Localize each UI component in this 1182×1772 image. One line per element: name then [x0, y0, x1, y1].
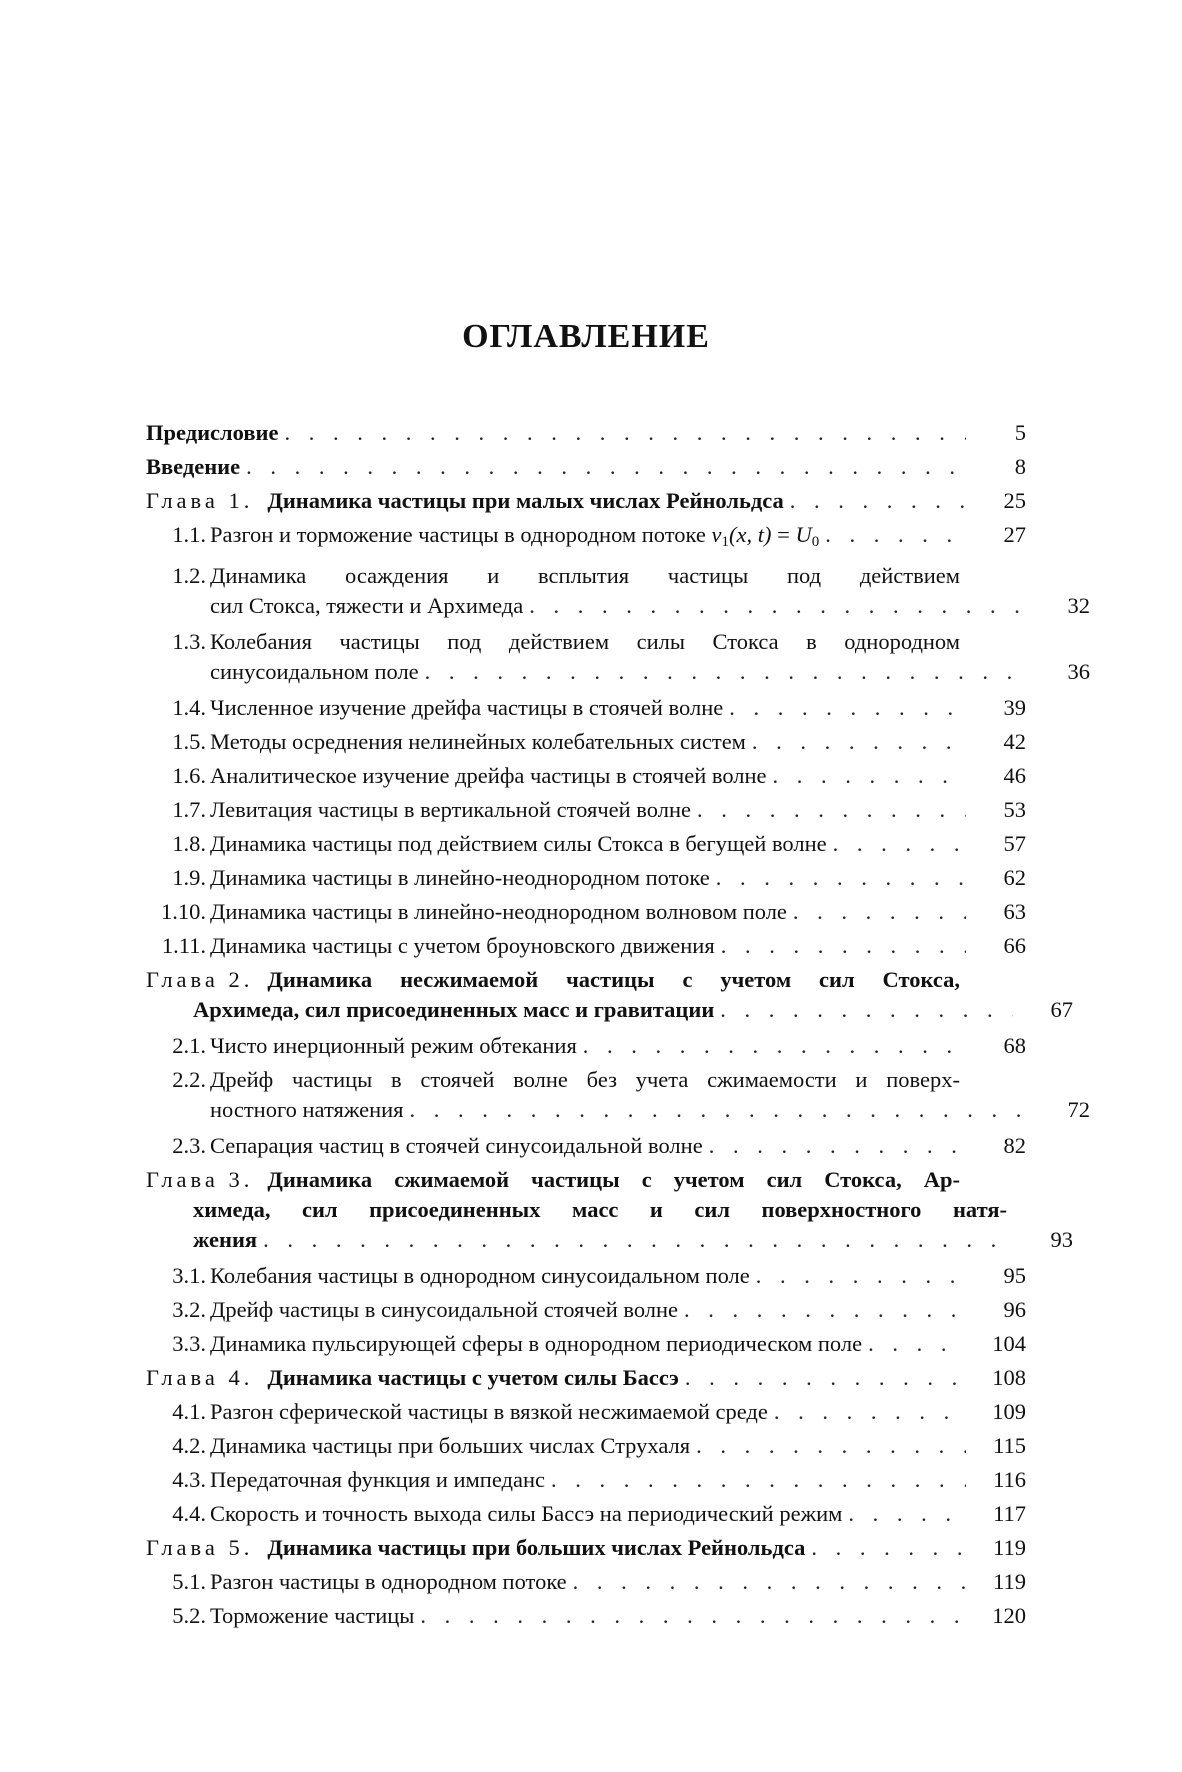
section-number: 2.2.: [172, 1067, 206, 1092]
chapter-title: Динамика частицы при малых числах Рейнольдса: [267, 488, 784, 513]
leader-dots: [420, 1601, 966, 1631]
chapter-title-line: жения: [193, 1227, 258, 1252]
leader-dots: [773, 761, 966, 791]
leader-dots: [848, 1499, 966, 1529]
chapter-title: Динамика частицы при больших числах Рейнольдса: [267, 1535, 806, 1560]
section-title: Колебания частицы в однородном синусоидальном поле: [210, 1263, 750, 1288]
section-title: Методы осреднения нелинейных колебательных систем: [210, 729, 746, 754]
section-number: 1.9.: [172, 865, 206, 890]
leader-dots: [774, 1397, 966, 1427]
page-number: 67: [1050, 997, 1073, 1022]
toc-section-1-7[interactable]: [146, 795, 1026, 825]
page-number: 72: [1067, 1097, 1090, 1122]
leader-dots: [716, 863, 966, 893]
table-of-contents: [146, 418, 1090, 1635]
chapter-label: Глава 5.: [146, 1535, 254, 1560]
section-title-line: сил Стокса, тяжести и Архимеда: [210, 593, 524, 618]
section-title-line: ностного натяжения: [210, 1097, 404, 1122]
chapter-title-line: химеда, сил присоединенных масс и сил поверхностного натя-: [193, 1197, 1007, 1222]
page-number: 82: [1003, 1133, 1026, 1158]
section-number: 3.3.: [172, 1331, 206, 1356]
section-title: Дрейф частицы в синусоидальной стоячей волне: [210, 1297, 679, 1322]
toc-section-1-4[interactable]: [146, 693, 1026, 723]
toc-section-1-11[interactable]: [146, 931, 1026, 961]
section-title: Динамика частицы при больших числах Струхаля: [210, 1433, 691, 1458]
leader-dots: [573, 1567, 966, 1597]
page-title: ОГЛАВЛЕНИЕ: [462, 318, 710, 355]
page-number: 32: [1067, 593, 1090, 618]
section-title-line: Колебания частицы под действием силы Стокса в однородном: [210, 629, 960, 654]
page-number: 95: [1003, 1263, 1026, 1288]
page-number: 119: [993, 1569, 1026, 1594]
page-number: 46: [1003, 763, 1026, 788]
page-number: 27: [1003, 522, 1026, 547]
page-number: 8: [1014, 454, 1026, 479]
toc-section-4-1[interactable]: [146, 1397, 1026, 1427]
toc-section-1-5[interactable]: [146, 727, 1026, 757]
section-number: 1.8.: [172, 831, 206, 856]
page-number: 5: [1014, 420, 1026, 445]
page-number: 57: [1003, 831, 1026, 856]
chapter-title-line: Динамика несжимаемой частицы с учетом сил Стокса,: [267, 967, 960, 992]
section-number: 1.10.: [161, 899, 206, 924]
section-title: Сепарация частиц в стоячей синусоидальной волне: [210, 1133, 703, 1158]
section-number: 3.2.: [172, 1297, 206, 1322]
section-number: 4.4.: [172, 1501, 206, 1526]
leader-dots: [529, 591, 1030, 621]
leader-dots: [685, 1363, 966, 1393]
page-number: 120: [992, 1603, 1026, 1628]
section-number: 1.3.: [172, 629, 206, 654]
page-number: 42: [1003, 729, 1026, 754]
leader-dots: [811, 1533, 966, 1563]
toc-chapter-4[interactable]: [146, 1363, 1026, 1393]
section-title: Численное изучение дрейфа частицы в стоячей волне: [210, 695, 724, 720]
chapter-title-line: Динамика сжимаемой частицы с учетом сил Стокса, Ар-: [267, 1167, 960, 1192]
section-title: Торможение частицы: [210, 1603, 415, 1628]
toc-chapter-5[interactable]: [146, 1533, 1026, 1563]
toc-chapter-1[interactable]: [146, 486, 1026, 516]
section-number: 1.4.: [172, 695, 206, 720]
leader-dots: [551, 1465, 966, 1495]
section-title: Разгон частицы в однородном потоке: [210, 1569, 567, 1594]
section-number: 5.2.: [172, 1603, 206, 1628]
toc-section-4-2[interactable]: [146, 1431, 1026, 1461]
section-title-line: синусоидальном поле: [210, 659, 419, 684]
leader-dots: [756, 1261, 966, 1291]
page-number: 104: [992, 1331, 1026, 1356]
section-number: 1.2.: [172, 563, 206, 588]
chapter-label: Глава 2.: [146, 967, 254, 992]
section-number: 3.1.: [172, 1263, 206, 1288]
chapter-label: Глава 1.: [146, 488, 254, 513]
toc-section-1-9[interactable]: [146, 863, 1026, 893]
toc-chapter-3[interactable]: [146, 1165, 1073, 1255]
section-number: 1.5.: [172, 729, 206, 754]
toc-section-1-1[interactable]: [146, 520, 1026, 557]
toc-section-4-4[interactable]: [146, 1499, 1026, 1529]
page-number: 119: [993, 1535, 1026, 1560]
toc-entry-introduction[interactable]: [146, 452, 1026, 482]
page-number: 96: [1003, 1297, 1026, 1322]
leader-dots: [721, 931, 966, 961]
toc-section-5-2[interactable]: [146, 1601, 1026, 1631]
section-number: 4.2.: [172, 1433, 206, 1458]
toc-section-1-6[interactable]: [146, 761, 1026, 791]
section-title: Чисто инерционный режим обтекания: [210, 1033, 577, 1058]
leader-dots: [825, 520, 966, 550]
section-title: Разгон сферической частицы в вязкой несжимаемой среде: [210, 1399, 768, 1424]
toc-section-4-3[interactable]: [146, 1465, 1026, 1495]
section-number: 1.7.: [172, 797, 206, 822]
leader-dots: [793, 897, 966, 927]
page-number: 62: [1003, 865, 1026, 890]
toc-section-2-2[interactable]: [146, 1065, 1090, 1125]
page-number: 36: [1067, 659, 1090, 684]
section-title: Разгон и торможение частицы в однородном потоке $v_1(x$, $t) = U_0$: [210, 522, 820, 550]
leader-dots: [263, 1225, 1013, 1255]
section-number: 2.1.: [172, 1033, 206, 1058]
leader-dots: [790, 486, 966, 516]
section-title: Динамика частицы в линейно-неоднородном потоке: [210, 865, 710, 890]
toc-section-1-3[interactable]: [146, 627, 1090, 687]
leader-dots: [425, 657, 1030, 687]
page-number: 39: [1003, 695, 1026, 720]
formula: $v_1(x$, t): [711, 522, 772, 550]
page-number: 63: [1003, 899, 1026, 924]
leader-dots: [696, 1431, 966, 1461]
section-number: 4.3.: [172, 1467, 206, 1492]
leader-dots: [729, 693, 966, 723]
toc-entry-preface[interactable]: [146, 418, 1026, 448]
page-number: 117: [993, 1501, 1026, 1526]
page-number: 66: [1003, 933, 1026, 958]
leader-dots: [868, 1329, 966, 1359]
toc-section-1-8[interactable]: [146, 829, 1026, 859]
toc-section-1-2[interactable]: [146, 561, 1090, 621]
chapter-label: Глава 4.: [146, 1365, 254, 1390]
page-number: 108: [992, 1365, 1026, 1390]
page-number: 116: [993, 1467, 1026, 1492]
chapter-title-line: Архимеда, сил присоединенных масс и гравитации: [193, 997, 715, 1022]
section-title: Динамика частицы в линейно-неоднородном волновом поле: [210, 899, 787, 924]
toc-chapter-2[interactable]: [146, 965, 1073, 1025]
leader-dots: [284, 418, 966, 448]
toc-entry-title: Введение: [146, 454, 241, 479]
section-number: 4.1.: [172, 1399, 206, 1424]
section-number: 2.3.: [172, 1133, 206, 1158]
chapter-label: Глава 3.: [146, 1167, 254, 1192]
section-title: Скорость и точность выхода силы Бассэ на периодический режим: [210, 1501, 843, 1526]
leader-dots: [697, 795, 966, 825]
leader-dots: [246, 452, 966, 482]
toc-section-5-1[interactable]: [146, 1567, 1026, 1597]
section-number: 1.1.: [172, 522, 206, 547]
section-title: Аналитическое изучение дрейфа частицы в стоячей волне: [210, 763, 767, 788]
page-number: 109: [992, 1399, 1026, 1424]
section-title: Динамика пульсирующей сферы в однородном периодическом поле: [210, 1331, 863, 1356]
leader-dots: [583, 1031, 966, 1061]
page-number: 53: [1003, 797, 1026, 822]
page-number: 93: [1050, 1227, 1073, 1252]
section-number: 1.11.: [161, 933, 206, 958]
section-title: Динамика частицы с учетом броуновского движения: [210, 933, 715, 958]
section-title: Динамика частицы под действием силы Стокса в бегущей волне: [210, 831, 827, 856]
section-number: 1.6.: [172, 763, 206, 788]
toc-section-3-2[interactable]: [146, 1295, 1026, 1325]
section-number: 5.1.: [172, 1569, 206, 1594]
toc-section-1-10[interactable]: [146, 897, 1026, 927]
toc-entry-title: Предисловие: [146, 420, 279, 445]
leader-dots: [709, 1131, 966, 1161]
toc-section-2-3[interactable]: [146, 1131, 1026, 1161]
page-number: 25: [1003, 488, 1026, 513]
page-number: 68: [1003, 1033, 1026, 1058]
section-title-line: Динамика осаждения и всплытия частицы под действием: [210, 563, 960, 588]
chapter-title: Динамика частицы с учетом силы Бассэ: [267, 1365, 679, 1390]
page-number: 115: [993, 1433, 1026, 1458]
section-title: Передаточная функция и импеданс: [210, 1467, 545, 1492]
section-title: Левитация частицы в вертикальной стоячей волне: [210, 797, 691, 822]
toc-section-3-3[interactable]: [146, 1329, 1026, 1359]
toc-section-2-1[interactable]: [146, 1031, 1026, 1061]
leader-dots: [410, 1095, 1030, 1125]
leader-dots: [833, 829, 966, 859]
leader-dots: [720, 995, 1013, 1025]
leader-dots: [684, 1295, 966, 1325]
section-title-line: Дрейф частицы в стоячей волне без учета сжимаемости и поверх-: [210, 1067, 960, 1092]
leader-dots: [752, 727, 966, 757]
toc-section-3-1[interactable]: [146, 1261, 1026, 1291]
